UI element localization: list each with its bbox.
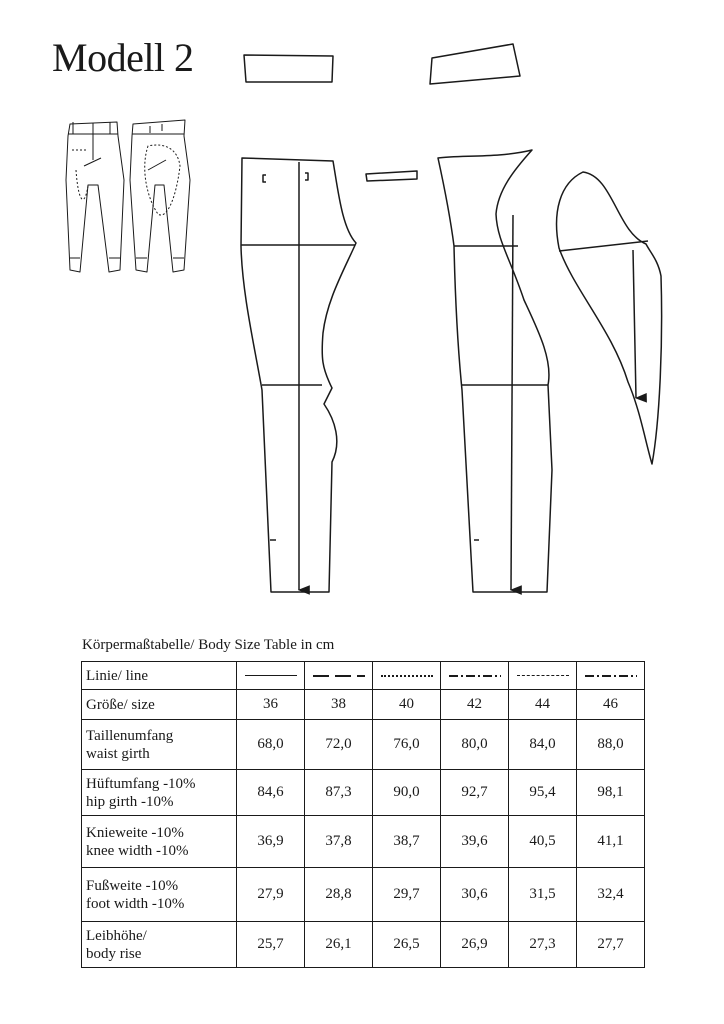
size-cell: 42	[441, 690, 509, 720]
size-cell: 46	[577, 690, 645, 720]
value-cell: 68,0	[237, 720, 305, 770]
measurement-row-foot	[82, 868, 645, 922]
value-cell: 26,9	[441, 922, 509, 968]
size-row	[82, 690, 645, 720]
line-swatch	[245, 675, 297, 676]
value-cell: 80,0	[441, 720, 509, 770]
value-cell: 84,6	[237, 770, 305, 816]
belt-loop-piece	[366, 171, 417, 181]
line-swatch	[313, 675, 365, 677]
line-style-cell	[305, 662, 373, 690]
value-cell: 92,7	[441, 770, 509, 816]
line-swatch	[449, 675, 501, 677]
garment-sketch-front	[66, 122, 124, 272]
value-cell: 38,7	[373, 816, 441, 868]
value-cell: 87,3	[305, 770, 373, 816]
line-style-cell	[373, 662, 441, 690]
line-style-cell	[441, 662, 509, 690]
value-cell: 36,9	[237, 816, 305, 868]
line-row-label: Linie/ line	[82, 662, 237, 690]
line-style-cell	[237, 662, 305, 690]
value-cell: 29,7	[373, 868, 441, 922]
value-cell: 39,6	[441, 816, 509, 868]
measurement-row-rise	[82, 922, 645, 968]
measurement-row-hip	[82, 770, 645, 816]
value-cell: 27,9	[237, 868, 305, 922]
size-cell: 38	[305, 690, 373, 720]
back-waistband-piece	[430, 44, 520, 84]
line-swatch	[517, 675, 569, 676]
front-leg-piece	[241, 158, 356, 592]
row-label: Hüftumfang -10% hip girth -10%	[82, 770, 237, 816]
value-cell: 26,5	[373, 922, 441, 968]
value-cell: 26,1	[305, 922, 373, 968]
value-cell: 98,1	[577, 770, 645, 816]
line-swatch	[381, 675, 433, 677]
value-cell: 72,0	[305, 720, 373, 770]
garment-sketch-back	[130, 120, 190, 272]
value-cell: 84,0	[509, 720, 577, 770]
value-cell: 90,0	[373, 770, 441, 816]
value-cell: 76,0	[373, 720, 441, 770]
row-label: Taillenumfang waist girth	[82, 720, 237, 770]
measurement-row-knee	[82, 816, 645, 868]
row-label: Fußweite -10% foot width -10%	[82, 868, 237, 922]
size-row-label: Größe/ size	[82, 690, 237, 720]
value-cell: 27,7	[577, 922, 645, 968]
value-cell: 37,8	[305, 816, 373, 868]
measurement-row-waist	[82, 720, 645, 770]
body-size-table	[81, 661, 645, 968]
value-cell: 25,7	[237, 922, 305, 968]
size-cell: 44	[509, 690, 577, 720]
value-cell: 30,6	[441, 868, 509, 922]
value-cell: 41,1	[577, 816, 645, 868]
line-style-cell	[577, 662, 645, 690]
size-cell: 40	[373, 690, 441, 720]
value-cell: 31,5	[509, 868, 577, 922]
value-cell: 95,4	[509, 770, 577, 816]
value-cell: 28,8	[305, 868, 373, 922]
value-cell: 40,5	[509, 816, 577, 868]
size-cell: 36	[237, 690, 305, 720]
page-title: Modell 2	[52, 35, 194, 80]
row-label: Leibhöhe/ body rise	[82, 922, 237, 968]
front-waistband-piece	[244, 55, 333, 82]
line-style-cell	[509, 662, 577, 690]
value-cell: 32,4	[577, 868, 645, 922]
line-style-row	[82, 662, 645, 690]
back-leg-piece	[438, 150, 552, 592]
line-swatch	[585, 675, 637, 677]
row-label: Knieweite -10% knee width -10%	[82, 816, 237, 868]
table-caption: Körpermaßtabelle/ Body Size Table in cm	[82, 637, 335, 653]
value-cell: 27,3	[509, 922, 577, 968]
knee-patch-piece	[557, 172, 662, 464]
value-cell: 88,0	[577, 720, 645, 770]
